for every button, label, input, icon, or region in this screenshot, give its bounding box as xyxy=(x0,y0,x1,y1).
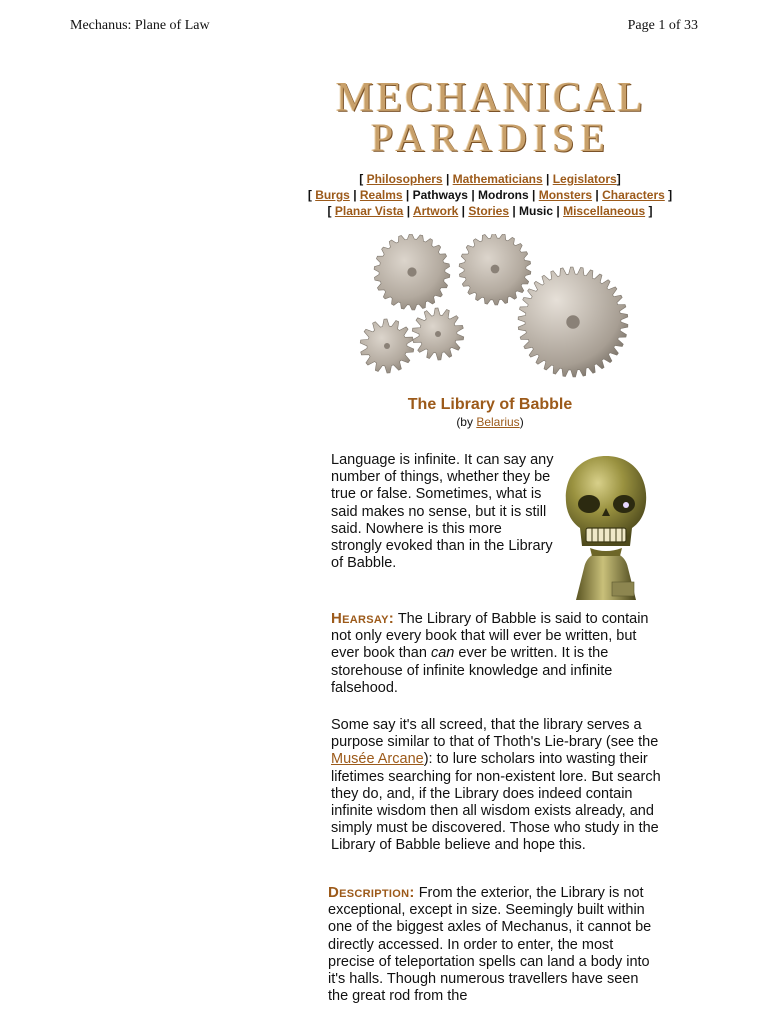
nav-link-characters[interactable]: Characters xyxy=(602,188,665,202)
gear-large-middle-hub xyxy=(491,265,500,274)
gear-small-middle-hub xyxy=(435,331,441,337)
hearsay-paragraph: Hearsay: The Library of Babble is said to contain not only every book that will ever be written, but ever book than can ever be written. It is the storehouse of infinite knowledge and infinite falsehood. xyxy=(331,610,649,696)
nav-link-burgs[interactable]: Burgs xyxy=(315,188,350,202)
gear-large-right-hub xyxy=(566,315,579,328)
nav-link-realms[interactable]: Realms xyxy=(359,188,403,202)
nav-link-miscellaneous[interactable]: Miscellaneous xyxy=(563,204,646,218)
screed-paragraph: Some say it's all screed, that the library serves a purpose similar to that of Thoth's Lie-brary (see the Musée Arcane): to lure scholars into wasting their lifetimes searching for non-existent lore. But search they do, and, if the Library does indeed contain infinite wisdom then all wisdom exists already, and simply must be discovered. Those who study in the Library of Babble believe and hope this. xyxy=(331,717,661,854)
nav-row-3: [ Planar Vista | Artwork | Stories | Music | Miscellaneous ] xyxy=(327,204,653,218)
nav-link-philosophers[interactable]: Philosophers xyxy=(366,172,443,186)
gears-illustration xyxy=(355,234,630,384)
nav-current-modrons: Modrons xyxy=(478,188,529,202)
site-banner-logo xyxy=(318,72,664,158)
nav-row-1: [ Philosophers | Mathematicians | Legislators] xyxy=(359,172,621,186)
intro-paragraph: Language is infinite. It can say any number of things, whether they be true or false. Sometimes, what is said makes no sense, but it is still said. Nowhere is this more strongly evoked than in the Library of Babble. xyxy=(331,452,554,572)
nav-row-2: [ Burgs | Realms | Pathways | Modrons | Monsters | Characters ] xyxy=(307,188,673,202)
article-title: The Library of Babble xyxy=(407,396,573,413)
description-paragraph: Description: From the exterior, the Library is not exceptional, except in size. Seemingly built within one of the biggest axles of Mechanus, it cannot be directly accessed. In order to enter, the most precise of teleportation spells can land a body into it's halls. Though numerous travellers have seen the great rod from the xyxy=(328,884,652,1005)
nav-link-artwork[interactable]: Artwork xyxy=(412,204,459,218)
banner-line-1: MECHANICAL xyxy=(336,75,646,121)
running-header xyxy=(70,18,698,34)
nav-current-music: Music xyxy=(519,204,554,218)
banner-line-2: PARADISE xyxy=(371,115,611,160)
nav-link-legislators[interactable]: Legislators xyxy=(552,172,617,186)
article-byline: (by Belarius) xyxy=(456,415,524,429)
nav-link-monsters[interactable]: Monsters xyxy=(538,188,593,202)
gear-small-left-hub xyxy=(384,343,390,349)
musee-arcane-link[interactable]: Musée Arcane xyxy=(331,751,424,768)
document-title: Mechanus: Plane of Law xyxy=(70,18,210,33)
page-number: Page 1 of 33 xyxy=(627,18,698,33)
author-link[interactable]: Belarius xyxy=(476,415,520,429)
hearsay-label: Hearsay: xyxy=(331,610,395,627)
skull-statue-illustration xyxy=(556,450,656,610)
description-label: Description: xyxy=(328,884,415,901)
nav-link-planar-vista[interactable]: Planar Vista xyxy=(334,204,404,218)
gear-large-left-hub xyxy=(407,267,416,276)
nav-link-stories[interactable]: Stories xyxy=(468,204,510,218)
nav-current-pathways: Pathways xyxy=(412,188,468,202)
nav-link-mathematicians[interactable]: Mathematicians xyxy=(452,172,543,186)
